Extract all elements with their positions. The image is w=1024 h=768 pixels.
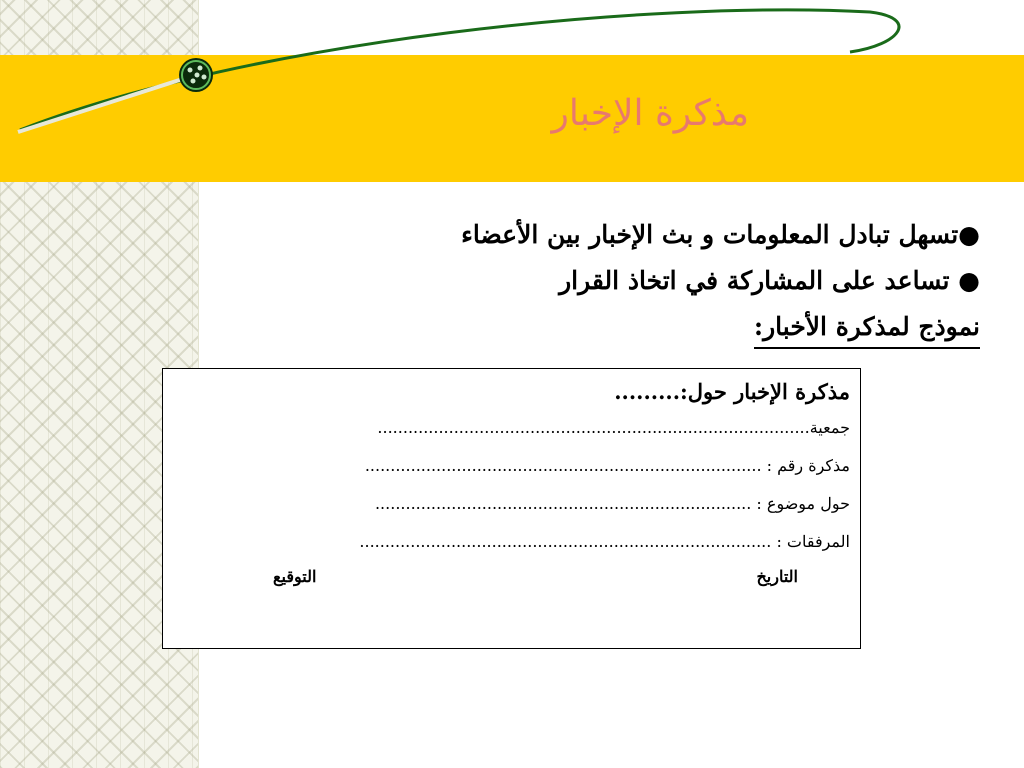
slide-title: مذكرة الإخبار — [551, 93, 749, 134]
model-label-text: نموذج لمذكرة الأخبار — [763, 312, 980, 341]
memo-attachments-line: المرفقات : ................................................................................. — [359, 532, 850, 551]
bullet-item: ●تسهل تبادل المعلومات و بث الإخبار بين الأعضاء — [461, 220, 980, 249]
globe-orb-icon — [179, 58, 213, 92]
model-label-colon: : — [753, 312, 764, 341]
memo-association-line: جمعية..................................................................................... — [377, 418, 850, 437]
signature-row — [173, 561, 850, 601]
decorative-swoosh — [0, 0, 1024, 200]
model-heading — [260, 304, 980, 350]
bullet-item: ● تساعد على المشاركة في اتخاذ القرار — [559, 266, 980, 295]
memo-title: مذكرة الإخبار حول:......... — [614, 379, 850, 404]
model-label — [754, 307, 980, 349]
memo-subject-line: حول موضوع : .......................................................................... — [374, 494, 850, 513]
bullet-list — [260, 212, 980, 350]
memo-form — [162, 368, 861, 649]
signature-label: التوقيع — [273, 567, 317, 586]
memo-number-line: مذكرة رقم : .............................................................................. — [364, 456, 850, 475]
date-label: التاريخ — [756, 567, 798, 586]
